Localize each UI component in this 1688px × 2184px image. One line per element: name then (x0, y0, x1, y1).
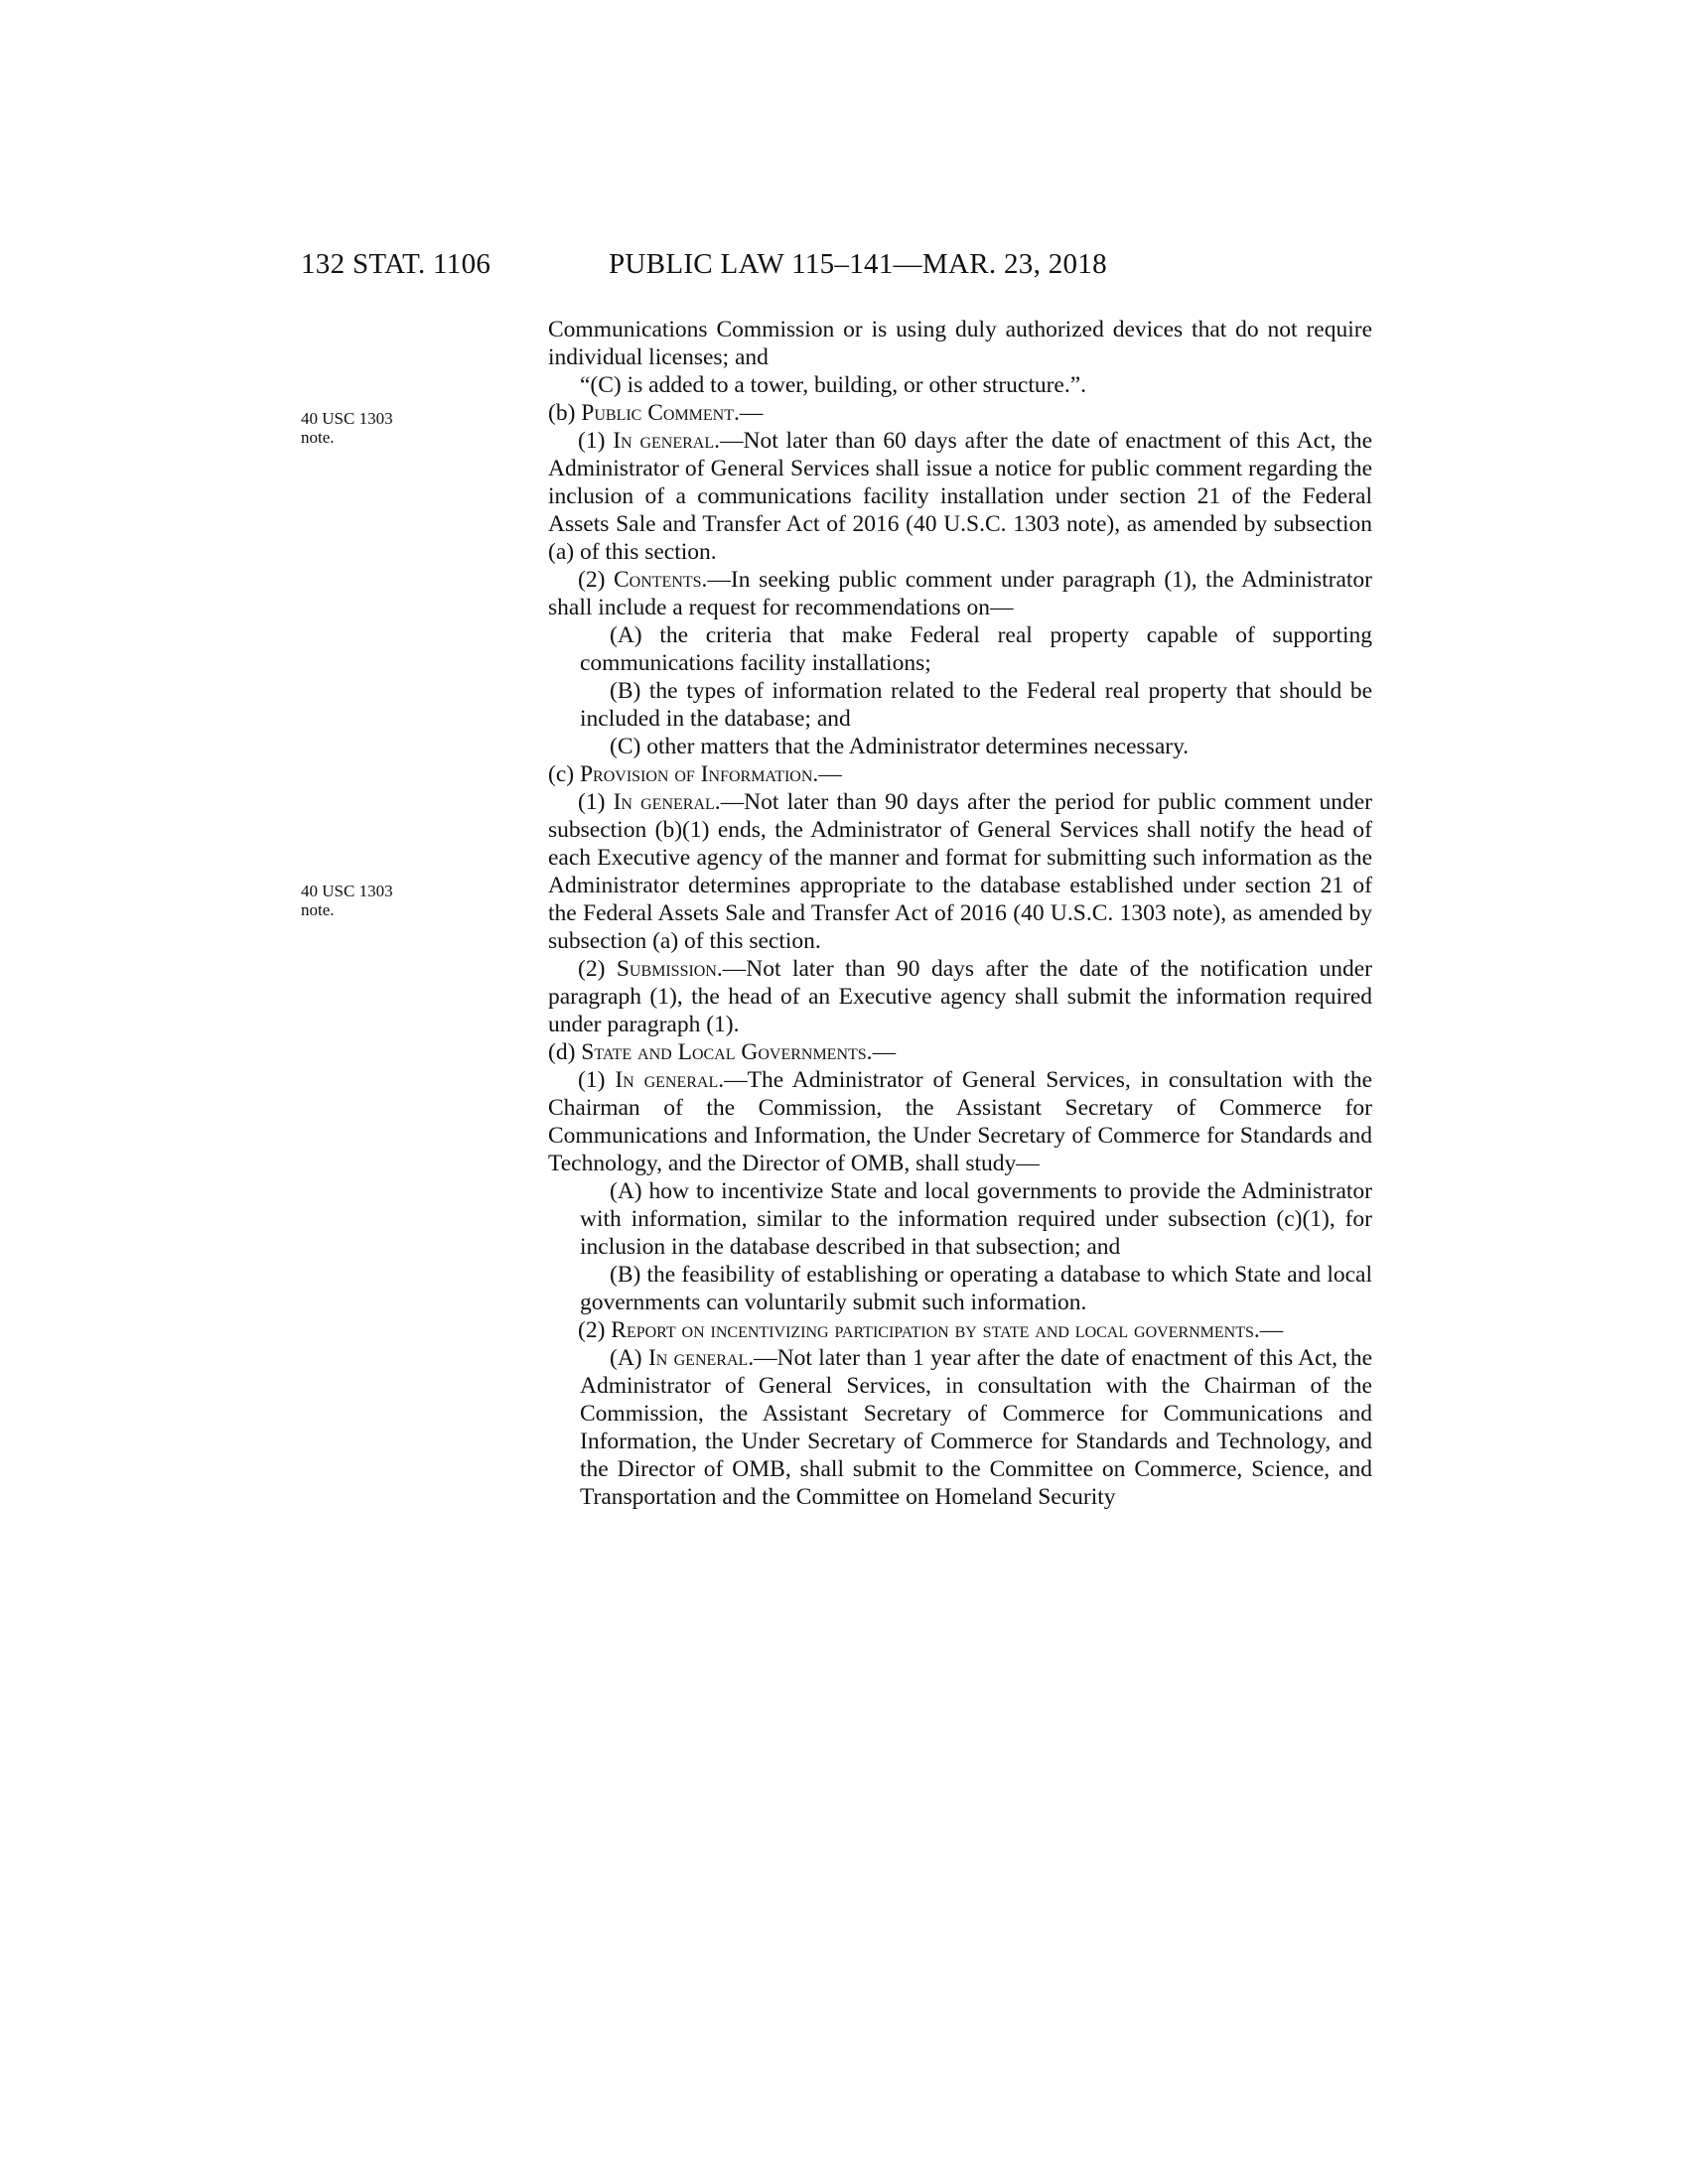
subsection-title: State and Local Governments. (581, 1039, 873, 1065)
paragraph-text: —Not later than 60 days after the date of enactment of this Act, the Administrator of General Services shall issue a notice for public comment regarding the inclusion of a communications facility installation under section 21 of the Federal Assets Sale and Transfer Act of 2016 (40 U.S.C. 1303 note), as amended by subsection (a) of this section. (548, 428, 1372, 565)
heading-dash: — (818, 761, 842, 787)
paragraph-heading: In general. (647, 1345, 755, 1371)
subsection-number: (b) (548, 400, 582, 426)
paragraph-heading: Contents. (613, 567, 708, 593)
margin-note-citation: 40 USC 1303 (301, 409, 393, 428)
paragraph-c2 (548, 955, 1372, 1038)
margin-note (301, 409, 490, 447)
margin-note-label: note. (301, 900, 335, 919)
paragraph-number: (2) (578, 1317, 612, 1343)
paragraph-text: —The Administrator of General Services, in consultation with the Chairman of the Commission, the Assistant Secretary of Commerce for Communications and Information, the Under Secretary of Commerce for Standards and Technology, and the Director of OMB, shall study— (548, 1067, 1373, 1176)
document-body (548, 316, 1372, 1511)
paragraph-number: (1) (578, 1067, 616, 1093)
paragraph-text: —In seeking public comment under paragraph (1), the Administrator shall include a request for recommendations on— (548, 567, 1373, 620)
paragraph-d2 (548, 1316, 1372, 1344)
paragraph-heading: In general. (615, 1067, 725, 1093)
paragraph-heading: In general. (613, 428, 720, 454)
margin-note (301, 882, 490, 919)
subparagraph-b2b: (B) the types of information related to the Federal real property that should be included in the database; and (580, 678, 1372, 732)
paragraph-heading: In general. (613, 789, 721, 815)
paragraph-number: (1) (578, 428, 614, 454)
subparagraph-d2a (548, 1344, 1372, 1511)
paragraph-d1 (548, 1066, 1372, 1177)
subsection-title: Public Comment. (581, 400, 740, 426)
paragraph-number: (2) (578, 956, 617, 982)
subparagraph-c: “(C) is added to a tower, building, or other structure.”. (580, 372, 1087, 398)
paragraph-b2 (548, 566, 1372, 621)
margin-note-citation: 40 USC 1303 (301, 882, 393, 900)
subsection-c-heading (548, 760, 1372, 788)
paragraph-text: —Not later than 90 days after the period for public comment under subsection (b)(1) ends, the Administrator of General Services shall notify the head of each Executive agency of the manner and format for submitting such information as the Administrator determines appropriate to the database established under section 21 of the Federal Assets Sale and Transfer Act of 2016 (40 U.S.C. 1303 note), as amended by subsection (a) of this section. (548, 789, 1372, 954)
subparagraph-b2c: (C) other matters that the Administrator determines necessary. (610, 734, 1190, 759)
paragraph-text: —Not later than 1 year after the date of enactment of this Act, the Administrator of General Services, in consultation with the Chairman of the Commission, the Assistant Secretary of Commerce for Communications and Information, the Under Secretary of Commerce for Standards and Technology, and the Director of OMB, shall submit to the Committee on Commerce, Science, and Transportation and the Committee on Homeland Security (580, 1345, 1372, 1510)
page-title: PUBLIC LAW 115–141—MAR. 23, 2018 (609, 248, 1107, 280)
subsection-title: Provision of Information. (579, 761, 819, 787)
paragraph-c1 (548, 788, 1372, 955)
heading-dash: — (1259, 1317, 1284, 1343)
paragraph-continued: Communications Commission or is using duly authorized devices that do not require individual licenses; and (548, 317, 1372, 370)
subsection-number: (c) (548, 761, 580, 787)
paragraph-number: (A) (610, 1345, 648, 1371)
subparagraph-d1b: (B) the feasibility of establishing or operating a database to which State and local governments can voluntarily submit such information. (580, 1262, 1372, 1315)
heading-dash: — (739, 400, 764, 426)
heading-dash: — (872, 1039, 897, 1065)
paragraph-heading: Submission. (616, 956, 723, 982)
margin-note-label: note. (301, 428, 335, 447)
paragraph-number: (1) (578, 789, 614, 815)
paragraph-text: —Not later than 90 days after the date of the notification under paragraph (1), the head of an Executive agency shall submit the information required under paragraph (1). (548, 956, 1372, 1037)
stat-reference: 132 STAT. 1106 (301, 248, 492, 280)
paragraph-heading: Report on incentivizing participation by state and local governments. (611, 1317, 1260, 1343)
subparagraph-b2a: (A) the criteria that make Federal real property capable of supporting communications facility installations; (580, 622, 1372, 676)
subsection-number: (d) (548, 1039, 582, 1065)
subparagraph-d1a: (A) how to incentivize State and local governments to provide the Administrator with information, similar to the information required under subsection (c)(1), for inclusion in the database described in that subsection; and (580, 1178, 1372, 1260)
paragraph-b1 (548, 427, 1372, 566)
paragraph-number: (2) (578, 567, 614, 593)
subsection-b-heading (548, 399, 1372, 427)
subsection-d-heading (548, 1038, 1372, 1066)
